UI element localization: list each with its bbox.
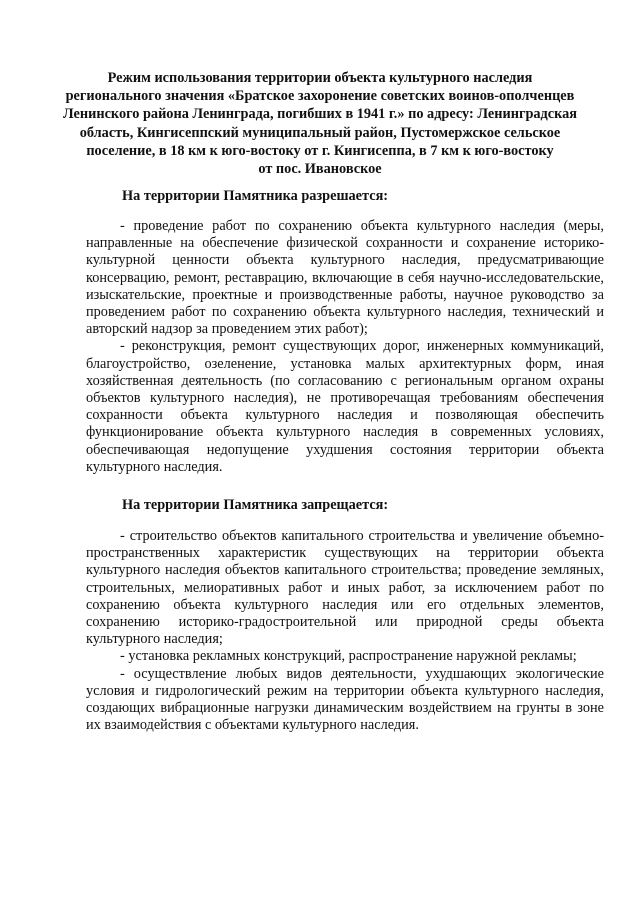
allowed-section [86, 218, 604, 476]
forbidden-item: - осуществление любых видов деятельности, ухудшающих экологические условия и гидрологический режим на территории объекта культурного наследия, создающих вибрационные нагрузки динамическим воздействием на грунты в зоне их взаимодействия с объектами культурного наследия. [86, 665, 604, 734]
forbidden-item: - установка рекламных конструкций, распространение наружной рекламы; [120, 648, 577, 665]
forbidden-heading: На территории Памятника запрещается: [122, 497, 389, 513]
title-line: поселение, в 18 км к юго-востоку от г. Кингисеппа, в 7 км к юго-востоку [86, 142, 554, 159]
allowed-heading: На территории Памятника разрешается: [122, 188, 389, 204]
title-line: область, Кингисеппский муниципальный район, Пустомержское сельское [79, 124, 561, 141]
allowed-item: - проведение работ по сохранению объекта культурного наследия (меры, направленные на обеспечение физической сохранности и сохранение историко-культурной ценности объекта культурного наследия, предусматривающие консервацию, ремонт, реставрацию, включающие в себя научно-исследовательские, изыскательские, проектные и производственные работы, научное руководство за проведением работ по сохранению объекта культурного наследия, технический и авторский надзор за проведением этих работ); [86, 218, 604, 338]
title-line: Ленинского района Ленинграда, погибших в 1941 г.» по адресу: Ленинградская [62, 106, 578, 123]
title-line: от пос. Ивановское [258, 161, 382, 178]
forbidden-section [86, 528, 604, 734]
allowed-item: - реконструкция, ремонт существующих дорог, инженерных коммуникаций, благоустройство, озеленение, установка малых архитектурных форм, иная хозяйственная деятельность (по согласованию с региональным органом охраны объектов культурного наследия), не противоречащая требованиям обеспечения сохранности объекта культурного наследия и позволяющая обеспечить функционирование объекта культурного наследия в современных условиях, обеспечивающая недопущение ухудшения состояния территории объекта культурного наследия. [86, 338, 604, 475]
title-line: Режим использования территории объекта культурного наследия [107, 70, 533, 86]
document-title [60, 69, 580, 178]
forbidden-item: - строительство объектов капитального строительства и увеличение объемно-пространственных характеристик существующих на территории объекта культурного наследия объектов капитального строительства; проведение земляных, строительных, мелиоративных работ и иных работ, за исключением работ по сохранению объекта культурного наследия или его отдельных элементов, сохранению историко-градостроительной или природной среды объекта культурного наследия; [86, 528, 604, 648]
title-line: регионального значения «Братское захоронение советских воинов-ополченцев [65, 88, 575, 105]
